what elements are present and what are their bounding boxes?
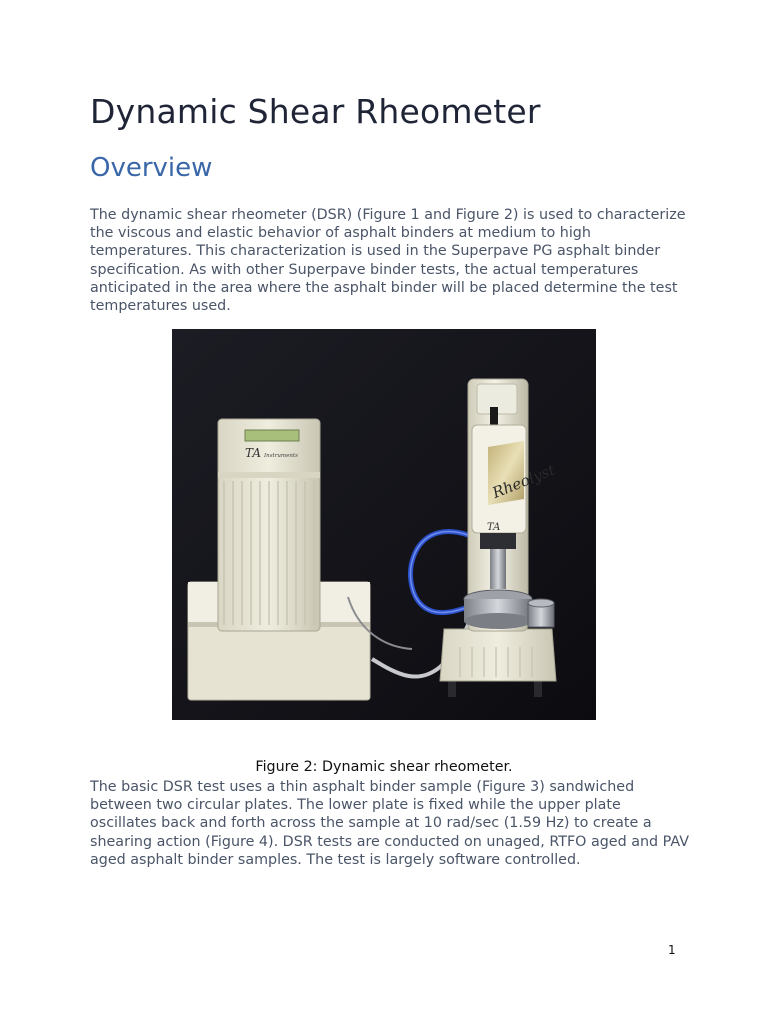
test-description-paragraph: The basic DSR test uses a thin asphalt binder sample (Figure 3) sandwiched between two circular plates. The lower plate is fixed while the upper plate oscillates back and forth across the sample at 10 rad/sec (1.59 Hz) to create a shearing action (Figure 4). DSR tests are conducted on unaged, RTFO aged and PAV aged asphalt binder samples. The test is largely software controlled. bbox=[90, 779, 690, 868]
brand-name: Instruments bbox=[264, 453, 298, 459]
overview-paragraph: The dynamic shear rheometer (DSR) (Figure 1 and Figure 2) is used to characterize the viscous and elastic behavior of asphalt binders at medium to high temperatures. This characterization is used in the Superpave PG asphalt binder specification. As with other Superpave binder tests, the actual temperatures anticipated in the area where the asphalt binder will be placed determine the test temperatures used. bbox=[90, 207, 686, 315]
rheometer-illustration bbox=[172, 329, 596, 720]
brand-logo: TA bbox=[245, 446, 262, 460]
head-brand-logo: TA bbox=[487, 522, 501, 533]
figure-caption: Figure 2: Dynamic shear rheometer. bbox=[255, 759, 513, 775]
document-title: Dynamic Shear Rheometer bbox=[90, 92, 541, 131]
rheometer-photo bbox=[172, 329, 596, 720]
section-heading: Overview bbox=[90, 153, 213, 183]
lcd-display bbox=[245, 430, 299, 441]
script-label: Rheolyst bbox=[489, 460, 558, 503]
page-number: 1 bbox=[668, 943, 676, 957]
